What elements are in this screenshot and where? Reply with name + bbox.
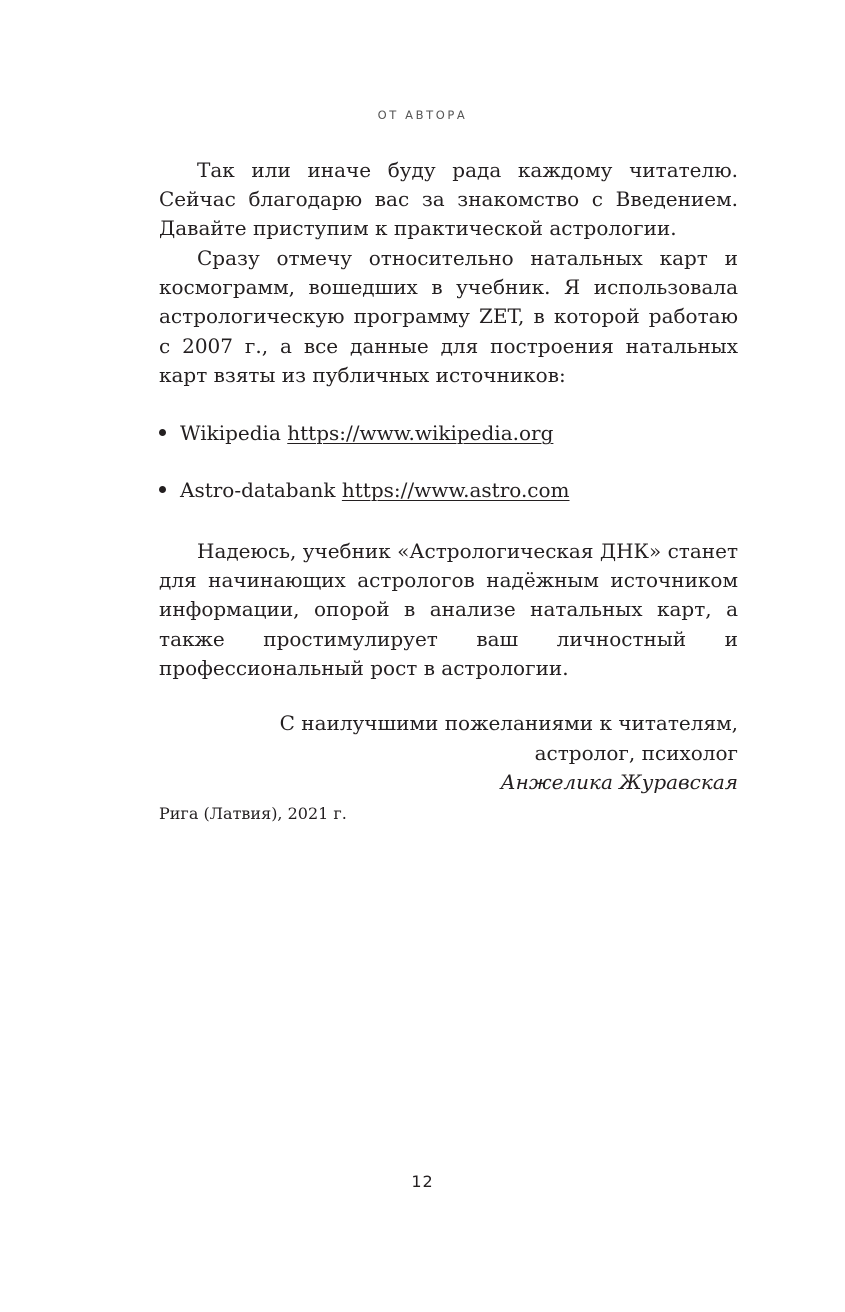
bullet-icon [159,486,166,493]
signoff-author: Анжелика Журавская [500,770,738,794]
closing-paragraph-container [159,537,738,683]
signoff-role: астролог, психолог [534,740,738,765]
source-list-item-astro-databank [159,476,570,505]
charts-paragraph-container [159,244,738,390]
source-link-wikipedia[interactable]: https://www.wikipedia.org [287,421,554,445]
source-name: Astro-databank [180,478,336,502]
paragraph-charts-note: Сразу отмечу относительно натальных карт и космограмм, вошедших в учебник. Я использовала астрологическую программу ZET, в которой работаю с 2007 г., а все данные для построения натальных карт взяты из публичных источников: [159,246,738,387]
running-head: ОТ АВТОРА [377,108,468,122]
intro-paragraph-container [159,156,738,244]
source-name: Wikipedia [180,421,281,445]
source-link-astro[interactable]: https://www.astro.com [341,478,570,502]
source-list-item-wikipedia [159,419,553,448]
signoff-block [218,709,738,798]
page-number: 12 [411,1172,434,1191]
paragraph-greeting: Так или иначе буду рада каждому читателю. Сейчас благодарю вас за знакомство с Введением. Давайте приступим к практической астрологии. [159,158,738,241]
paragraph-closing: Надеюсь, учебник «Астрологическая ДНК» станет для начинающих астрологов надёжным источником информации, опорой в анализе натальных карт, а также простимулирует ваш личностный и профессиональный рост в астрологии. [159,539,739,680]
signoff-wishes: С наилучшими пожеланиями к читателям, [279,711,738,735]
bullet-icon [159,429,166,436]
place-date: Рига (Латвия), 2021 г. [159,804,347,823]
